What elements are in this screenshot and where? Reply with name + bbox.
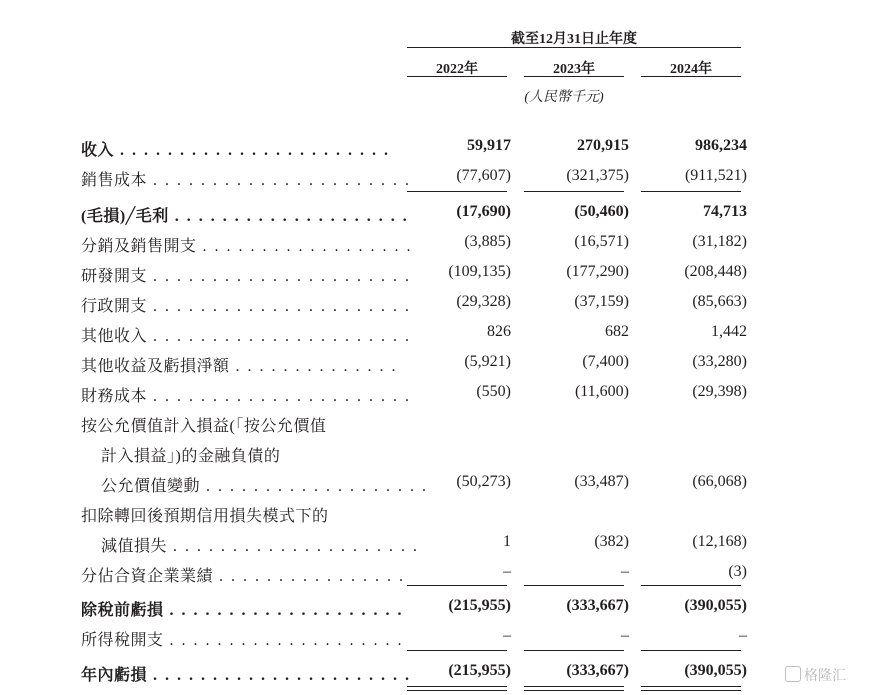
row-fvtpl-label-line1 — [0, 408, 876, 438]
row-label: 計入損益」)的金融負債的 — [101, 448, 281, 465]
value-2024: 74,713 — [703, 203, 747, 220]
value-2022: (109,135) — [448, 263, 511, 280]
leader-dots: . . . . . . . . . . . . . . . . . . . . . — [167, 538, 420, 555]
total-double-rule — [641, 686, 741, 691]
row-label: 其他收益及虧損淨額 — [81, 358, 230, 375]
row-other-gains-losses — [0, 348, 876, 378]
leader-dots: . . . . . . . . . . . . . . . . . . . . . . . — [114, 142, 391, 159]
value-2024: (208,448) — [684, 263, 747, 280]
watermark-text: 格隆汇 — [804, 668, 846, 684]
value-2022: 59,917 — [467, 137, 511, 154]
row-admin-expenses — [0, 288, 876, 318]
value-2023: 682 — [605, 323, 629, 340]
leader-dots: . . . . . . . . . . . . . . . . . . . . . . — [147, 328, 412, 345]
year-2022-header: 2022年 — [436, 62, 478, 77]
value-2022: (5,921) — [464, 353, 511, 370]
row-fvtpl-label-line2 — [0, 438, 876, 468]
leader-dots: . . . . . . . . . . . . . . . . . . . — [200, 478, 429, 495]
subtotal-rule — [641, 650, 741, 651]
leader-dots: . . . . . . . . . . . . . . . . . . . . . . — [147, 268, 412, 285]
leader-dots: . . . . . . . . . . . . . . . . . . . . . . — [147, 667, 412, 684]
value-2024: (29,398) — [692, 383, 747, 400]
row-gross-profit — [0, 198, 876, 228]
subtotal-rule — [524, 650, 624, 651]
subtotal-rule — [407, 650, 507, 651]
period-header: 截至12月31日止年度 — [511, 32, 637, 47]
row-label: 財務成本 — [81, 388, 148, 405]
row-label: 按公允價值計入損益(「按公允價值 — [81, 418, 327, 435]
value-2022: (215,955) — [448, 662, 511, 679]
value-2024: (911,521) — [684, 167, 747, 184]
subtotal-rule — [524, 191, 624, 192]
value-2023: 270,915 — [577, 137, 629, 154]
value-2024: 986,234 — [695, 137, 747, 154]
value-2022: – — [503, 563, 511, 580]
row-label: 減值損失 — [101, 538, 168, 555]
value-2023: (50,460) — [574, 203, 629, 220]
leader-dots: . . . . . . . . . . . . . . . . . . . . . . — [147, 298, 412, 315]
value-2024: (12,168) — [692, 533, 747, 550]
value-2022: (29,328) — [456, 293, 511, 310]
value-2023: (16,571) — [574, 233, 629, 250]
row-label: 所得稅開支 — [81, 632, 164, 649]
value-2022: (50,273) — [456, 473, 511, 490]
leader-dots: . . . . . . . . . . . . . . . . . . . . — [163, 602, 404, 619]
value-2022: (17,690) — [456, 203, 511, 220]
value-2023: (333,667) — [566, 662, 629, 679]
row-label: 收入 — [81, 142, 115, 159]
row-rd-expenses — [0, 258, 876, 288]
value-2023: – — [621, 563, 629, 580]
watermark-logo-icon — [785, 666, 801, 682]
row-finance-costs — [0, 378, 876, 408]
row-label: 年內虧損 — [81, 667, 148, 684]
value-2022: 826 — [487, 323, 511, 340]
subtotal-rule — [641, 191, 741, 192]
unit-label: (人民幣千元) — [524, 90, 604, 105]
row-label: 銷售成本 — [81, 172, 148, 189]
row-impairment-losses — [0, 528, 876, 558]
subtotal-rule — [407, 191, 507, 192]
leader-dots: . . . . . . . . . . . . . . . . . . — [196, 238, 413, 255]
value-2024: – — [739, 627, 747, 644]
value-2024: 1,442 — [711, 323, 747, 340]
value-2024: (390,055) — [684, 662, 747, 679]
value-2023: (177,290) — [566, 263, 629, 280]
value-2023: (333,667) — [566, 597, 629, 614]
subtotal-rule — [641, 585, 741, 586]
row-label: 分佔合資企業業績 — [81, 568, 214, 585]
value-2023: (382) — [594, 533, 629, 550]
value-2023: (321,375) — [566, 167, 629, 184]
value-2024: (3) — [728, 563, 747, 580]
row-cost-of-sales — [0, 162, 876, 192]
leader-dots: . . . . . . . . . . . . . . . . . . . . . . — [147, 388, 412, 405]
row-ecl-label-line1 — [0, 498, 876, 528]
value-2022: – — [503, 627, 511, 644]
row-label: 除稅前虧損 — [81, 602, 164, 619]
value-2023: (33,487) — [574, 473, 629, 490]
row-income-tax — [0, 622, 876, 652]
total-double-rule — [524, 686, 624, 691]
value-2024: (33,280) — [692, 353, 747, 370]
row-label: 扣除轉回後預期信用損失模式下的 — [81, 508, 329, 525]
row-loss-for-year — [0, 657, 876, 687]
value-2024: (390,055) — [684, 597, 747, 614]
row-label: (毛損)╱毛利 — [81, 208, 169, 225]
row-fvtpl-change — [0, 468, 876, 498]
leader-dots: . . . . . . . . . . . . . . — [229, 358, 398, 375]
watermark — [785, 665, 846, 685]
row-selling-expenses — [0, 228, 876, 258]
row-loss-before-tax — [0, 592, 876, 622]
row-share-of-jv — [0, 558, 876, 588]
value-2024: (85,663) — [692, 293, 747, 310]
leader-dots: . . . . . . . . . . . . . . . . . . . . — [163, 632, 404, 649]
row-revenue — [0, 132, 876, 162]
year-2023-header: 2023年 — [553, 62, 595, 77]
year-2022-rule — [407, 76, 507, 77]
value-2022: (215,955) — [448, 597, 511, 614]
leader-dots: . . . . . . . . . . . . . . . . — [213, 568, 406, 585]
period-header-rule — [407, 47, 741, 48]
value-2022: (550) — [476, 383, 511, 400]
row-label: 行政開支 — [81, 298, 148, 315]
value-2023: (37,159) — [574, 293, 629, 310]
leader-dots: . . . . . . . . . . . . . . . . . . . . . . — [147, 172, 412, 189]
row-other-income — [0, 318, 876, 348]
year-2024-header: 2024年 — [670, 62, 712, 77]
value-2023: – — [621, 627, 629, 644]
value-2022: (77,607) — [456, 167, 511, 184]
year-2023-rule — [524, 76, 624, 77]
total-double-rule — [407, 686, 507, 691]
subtotal-rule — [407, 585, 507, 586]
value-2024: (66,068) — [692, 473, 747, 490]
value-2022: 1 — [503, 533, 511, 550]
value-2024: (31,182) — [692, 233, 747, 250]
row-label: 分銷及銷售開支 — [81, 238, 197, 255]
value-2023: (7,400) — [582, 353, 629, 370]
year-2024-rule — [641, 76, 741, 77]
leader-dots: . . . . . . . . . . . . . . . . . . . . — [168, 208, 409, 225]
subtotal-rule — [524, 585, 624, 586]
value-2022: (3,885) — [464, 233, 511, 250]
row-label: 公允價值變動 — [101, 478, 201, 495]
row-label: 研發開支 — [81, 268, 148, 285]
row-label: 其他收入 — [81, 328, 148, 345]
value-2023: (11,600) — [574, 383, 629, 400]
